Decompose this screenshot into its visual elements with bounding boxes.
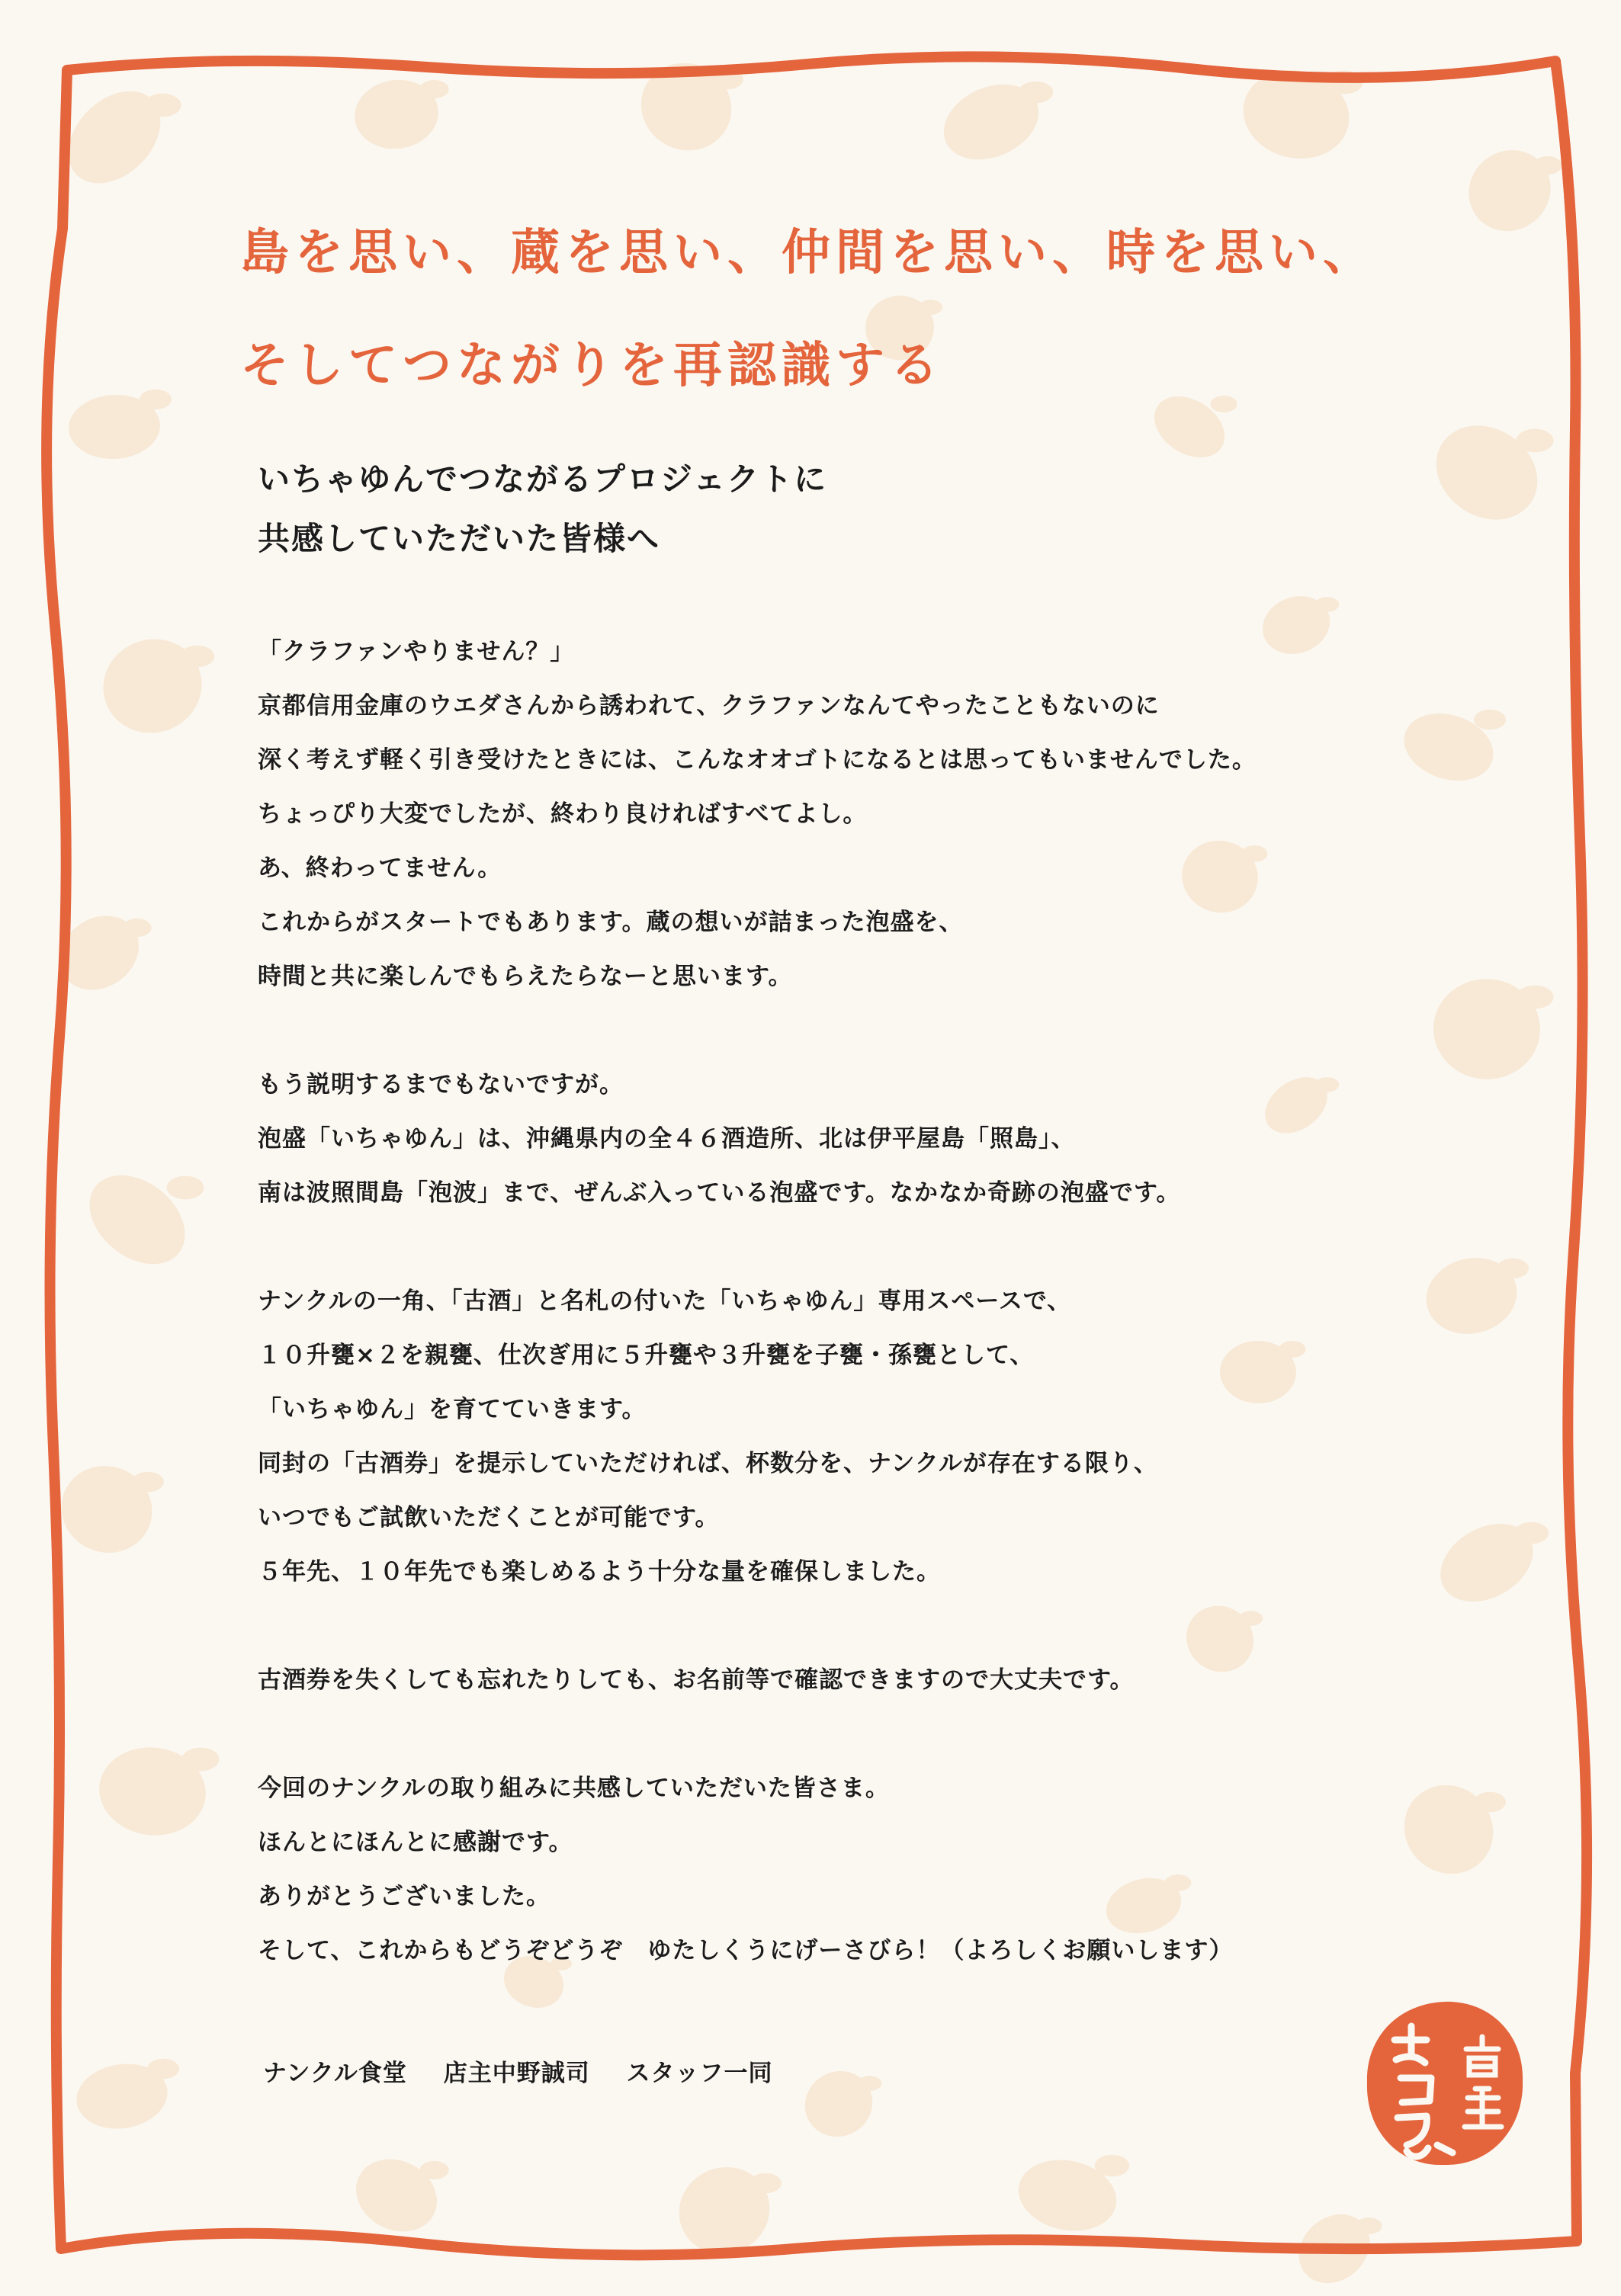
- headline: [240, 197, 1445, 422]
- text-line: ちょっぴり大変でしたが、終わり良ければすべてよし。: [258, 800, 868, 828]
- text-line: ほんとにほんとに感謝です。: [258, 1829, 573, 1856]
- text-line: これからがスタートでもあります。蔵の想いが詰まった泡盛を、: [258, 909, 964, 936]
- headline-line-2: そしてつながりを再認識する: [240, 338, 944, 394]
- headline-line-1: 島を思い、蔵を思い、仲間を思い、時を思い、: [240, 225, 1377, 281]
- text-line: 深く考えず軽く引き受けたときには、こんなオオゴトになるとは思ってもいませんでした。: [258, 746, 1257, 774]
- paragraph: [258, 625, 1417, 1004]
- text-line: 今回のナンクルの取り組みに共感していただいた皆さま。: [258, 1775, 890, 1802]
- signature-staff: スタッフ一同: [626, 2060, 773, 2087]
- paragraph: [258, 1058, 1417, 1220]
- addressee-heading: [258, 450, 827, 569]
- text-line: そして、これからもどうぞどうぞ ゆたしくうにげーさびら！（よろしくお願いします）: [258, 1937, 1234, 1964]
- text-line: あ、終わってません。: [258, 855, 502, 882]
- text-line: 時間と共に楽しんでもらえたらなーと思います。: [258, 963, 793, 990]
- addressee-line-1: いちゃゆんでつながるプロジェクトに: [258, 460, 828, 498]
- shop-seal-logo: [1361, 1996, 1529, 2171]
- signature-owner: 店主中野誠司: [443, 2060, 590, 2087]
- text-line: ナンクルの一角、「古酒」と名札の付いた「いちゃゆん」専用スペースで、: [258, 1287, 1072, 1315]
- text-line: もう説明するまでもないですが。: [258, 1071, 624, 1098]
- letter-body: [258, 625, 1417, 2032]
- text-line: 「いちゃゆん」を育てていきます。: [258, 1396, 647, 1423]
- text-line: ありがとうございました。: [258, 1883, 550, 1910]
- text-line: １０升甕×２を親甕、仕次ぎ用に５升甕や３升甕を子甕・孫甕として、: [258, 1342, 1035, 1369]
- addressee-line-2: 共感していただいた皆様へ: [258, 520, 661, 557]
- paragraph: [258, 1653, 1417, 1708]
- text-line: ５年先、１０年先でも楽しめるよう十分な量を確保しました。: [258, 1558, 941, 1586]
- paragraph: [258, 1762, 1417, 1978]
- text-line: 泡盛「いちゃゆん」は、沖縄県内の全４６酒造所、北は伊平屋島「照島」、: [258, 1125, 1076, 1153]
- text-line: 同封の「古酒券」を提示していただければ、杯数分を、ナンクルが存在する限り、: [258, 1450, 1158, 1477]
- text-line: 京都信用金庫のウエダさんから誘われて、クラファンなんてやったこともないのに: [258, 692, 1160, 720]
- text-line: 古酒券を失くしても忘れたりしても、お名前等で確認できますので大丈夫です。: [258, 1666, 1135, 1694]
- paragraph: [258, 1275, 1417, 1599]
- text-line: いつでもご試飲いただくことが可能です。: [258, 1504, 720, 1531]
- text-line: 南は波照間島「泡波」まで、ぜんぶ入っている泡盛です。なかなか奇跡の泡盛です。: [258, 1179, 1181, 1207]
- signature-shop: ナンクル食堂: [263, 2060, 407, 2087]
- signature: [263, 2054, 801, 2088]
- text-line: 「クラファンやりません？」: [258, 638, 575, 665]
